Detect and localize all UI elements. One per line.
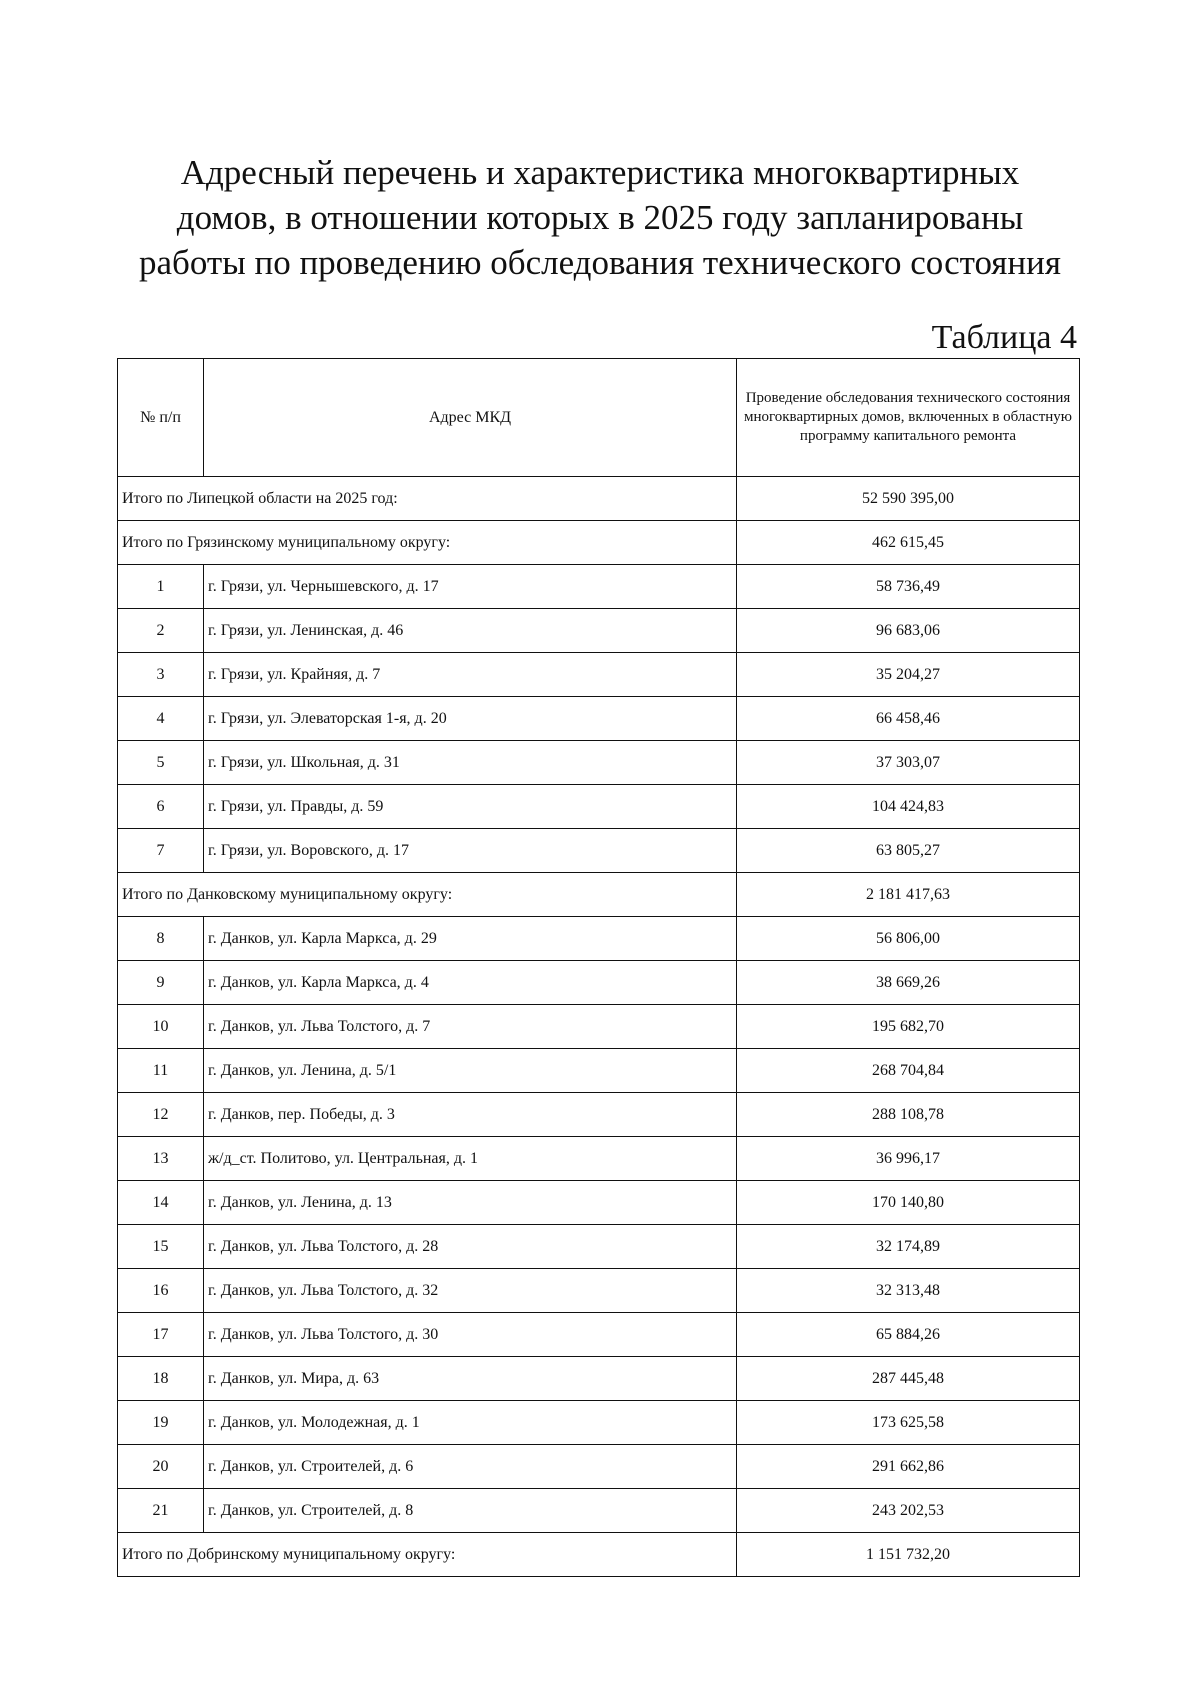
table-row (118, 1137, 1080, 1181)
row-sum: 287 445,48 (737, 1357, 1080, 1401)
row-address: г. Данков, ул. Карла Маркса, д. 4 (204, 961, 737, 1005)
table-row (118, 961, 1080, 1005)
row-address: г. Данков, ул. Строителей, д. 6 (204, 1445, 737, 1489)
table-label: Таблица 4 (931, 319, 1077, 356)
table-row (118, 1313, 1080, 1357)
row-number: 4 (118, 697, 204, 741)
row-address: г. Данков, ул. Строителей, д. 8 (204, 1489, 737, 1533)
row-address: г. Грязи, ул. Воровского, д. 17 (204, 829, 737, 873)
row-number: 14 (118, 1181, 204, 1225)
row-sum: 104 424,83 (737, 785, 1080, 829)
table-row (118, 917, 1080, 961)
row-address: г. Данков, ул. Льва Толстого, д. 30 (204, 1313, 737, 1357)
table-row (118, 653, 1080, 697)
table-row (118, 741, 1080, 785)
table-row (118, 829, 1080, 873)
row-sum: 32 174,89 (737, 1225, 1080, 1269)
table-row (118, 1357, 1080, 1401)
row-address: г. Данков, ул. Ленина, д. 5/1 (204, 1049, 737, 1093)
row-address: г. Данков, ул. Ленина, д. 13 (204, 1181, 737, 1225)
table-row (118, 1401, 1080, 1445)
row-address: г. Данков, ул. Мира, д. 63 (204, 1357, 737, 1401)
table-header-row (118, 359, 1080, 477)
row-address: г. Грязи, ул. Крайняя, д. 7 (204, 653, 737, 697)
total-sum: 1 151 732,20 (737, 1533, 1080, 1577)
row-number: 19 (118, 1401, 204, 1445)
row-sum: 195 682,70 (737, 1005, 1080, 1049)
total-row (118, 873, 1080, 917)
table-row (118, 1225, 1080, 1269)
row-number: 11 (118, 1049, 204, 1093)
row-address: г. Данков, ул. Льва Толстого, д. 32 (204, 1269, 737, 1313)
row-address: г. Данков, пер. Победы, д. 3 (204, 1093, 737, 1137)
row-number: 10 (118, 1005, 204, 1049)
total-sum: 52 590 395,00 (737, 477, 1080, 521)
row-sum: 65 884,26 (737, 1313, 1080, 1357)
total-row (118, 521, 1080, 565)
address-table (117, 358, 1080, 1577)
total-sum: 462 615,45 (737, 521, 1080, 565)
row-sum: 35 204,27 (737, 653, 1080, 697)
row-number: 15 (118, 1225, 204, 1269)
row-sum: 268 704,84 (737, 1049, 1080, 1093)
total-label: Итого по Данковскому муниципальному округу: (118, 873, 737, 917)
row-sum: 63 805,27 (737, 829, 1080, 873)
row-sum: 243 202,53 (737, 1489, 1080, 1533)
row-number: 5 (118, 741, 204, 785)
row-address: ж/д_ст. Политово, ул. Центральная, д. 1 (204, 1137, 737, 1181)
table-row (118, 785, 1080, 829)
table-row (118, 1445, 1080, 1489)
row-sum: 288 108,78 (737, 1093, 1080, 1137)
header-address: Адрес МКД (204, 359, 737, 477)
row-number: 13 (118, 1137, 204, 1181)
row-number: 7 (118, 829, 204, 873)
row-sum: 37 303,07 (737, 741, 1080, 785)
row-address: г. Грязи, ул. Элеваторская 1-я, д. 20 (204, 697, 737, 741)
row-sum: 56 806,00 (737, 917, 1080, 961)
row-sum: 96 683,06 (737, 609, 1080, 653)
table-row (118, 1093, 1080, 1137)
table-row (118, 1005, 1080, 1049)
row-number: 18 (118, 1357, 204, 1401)
row-number: 2 (118, 609, 204, 653)
header-number: № п/п (118, 359, 204, 477)
table-row (118, 1049, 1080, 1093)
row-address: г. Данков, ул. Льва Толстого, д. 28 (204, 1225, 737, 1269)
row-address: г. Данков, ул. Льва Толстого, д. 7 (204, 1005, 737, 1049)
row-sum: 58 736,49 (737, 565, 1080, 609)
row-sum: 170 140,80 (737, 1181, 1080, 1225)
row-number: 21 (118, 1489, 204, 1533)
header-survey-cost: Проведение обследования технического состояния многоквартирных домов, включенных в областную программу капитального ремонта (737, 359, 1080, 477)
table-row (118, 697, 1080, 741)
table-row (118, 1489, 1080, 1533)
total-label: Итого по Добринскому муниципальному округу: (118, 1533, 737, 1577)
total-label: Итого по Грязинскому муниципальному округу: (118, 521, 737, 565)
row-number: 9 (118, 961, 204, 1005)
row-number: 8 (118, 917, 204, 961)
title-line-3: работы по проведению обследования технического состояния (139, 243, 1061, 282)
title-line-2: домов, в отношении которых в 2025 году запланированы (176, 198, 1024, 237)
table-body (118, 477, 1080, 1577)
table-row (118, 1181, 1080, 1225)
row-sum: 173 625,58 (737, 1401, 1080, 1445)
total-row (118, 477, 1080, 521)
row-address: г. Грязи, ул. Школьная, д. 31 (204, 741, 737, 785)
row-number: 17 (118, 1313, 204, 1357)
row-sum: 38 669,26 (737, 961, 1080, 1005)
row-number: 20 (118, 1445, 204, 1489)
row-address: г. Грязи, ул. Чернышевского, д. 17 (204, 565, 737, 609)
row-sum: 66 458,46 (737, 697, 1080, 741)
table-row (118, 565, 1080, 609)
document-title (0, 150, 1200, 285)
total-label: Итого по Липецкой области на 2025 год: (118, 477, 737, 521)
row-number: 1 (118, 565, 204, 609)
row-sum: 36 996,17 (737, 1137, 1080, 1181)
row-number: 12 (118, 1093, 204, 1137)
row-address: г. Грязи, ул. Ленинская, д. 46 (204, 609, 737, 653)
total-sum: 2 181 417,63 (737, 873, 1080, 917)
total-row (118, 1533, 1080, 1577)
row-number: 16 (118, 1269, 204, 1313)
title-line-1: Адресный перечень и характеристика многоквартирных (180, 153, 1020, 192)
row-sum: 291 662,86 (737, 1445, 1080, 1489)
row-number: 3 (118, 653, 204, 697)
row-address: г. Данков, ул. Молодежная, д. 1 (204, 1401, 737, 1445)
table-row (118, 1269, 1080, 1313)
row-address: г. Данков, ул. Карла Маркса, д. 29 (204, 917, 737, 961)
table-row (118, 609, 1080, 653)
row-address: г. Грязи, ул. Правды, д. 59 (204, 785, 737, 829)
row-number: 6 (118, 785, 204, 829)
row-sum: 32 313,48 (737, 1269, 1080, 1313)
